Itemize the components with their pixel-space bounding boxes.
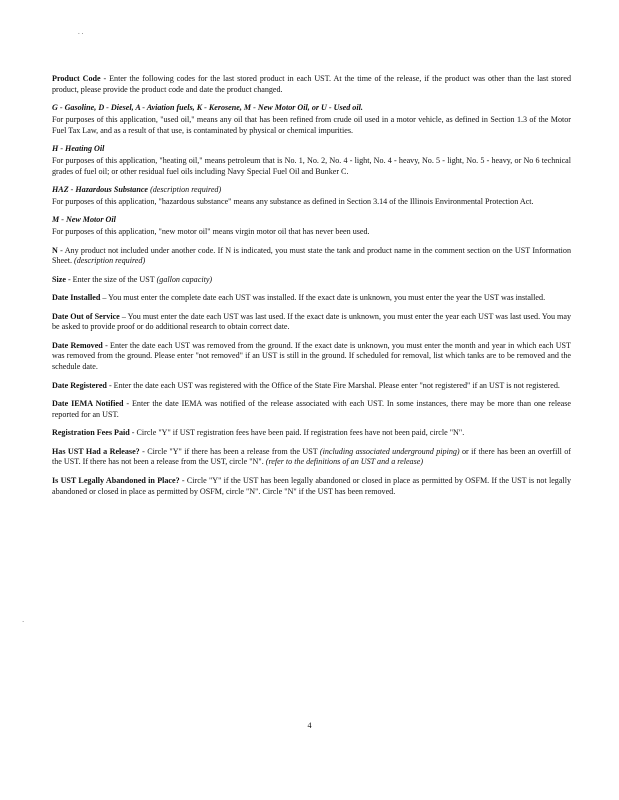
date-installed-section: [52, 293, 571, 304]
heating-oil-section: [52, 144, 571, 177]
date-registered-label: Date Registered: [52, 380, 107, 390]
gasoline-code-section: [52, 103, 571, 136]
heating-oil-text: For purposes of this application, "heating oil," means petroleum that is No. 1, No. 2, No. 4 - light, No. 4 - heavy, No. 5 - light, No. 5 - heavy, or No 6 technical grades of fuel oil; or other residual fuel oils including Navy Special Fuel Oil and Bunker C.: [52, 155, 571, 176]
has-release-label: Has UST Had a Release?: [52, 446, 140, 456]
date-out-of-service-label: Date Out of Service: [52, 311, 120, 321]
abandoned-section: [52, 476, 571, 498]
size-note: (gallon capacity): [156, 274, 213, 284]
date-removed-label: Date Removed: [52, 340, 103, 350]
size-section: [52, 275, 571, 286]
date-iema-section: [52, 399, 571, 421]
heating-oil-heading: H - Heating Oil: [52, 144, 105, 154]
other-product-label: N: [52, 245, 58, 255]
date-registered-section: [52, 381, 571, 392]
has-release-text-a: - Circle "Y" if there has been a release from the UST: [139, 446, 320, 456]
has-release-note-a: (including associated underground piping): [319, 446, 460, 456]
product-code-label: Product Code: [52, 74, 101, 83]
size-text: - Enter the size of the UST: [65, 274, 157, 284]
stray-mark-left: `: [22, 620, 25, 628]
date-removed-section: [52, 341, 571, 373]
date-out-of-service-text: – You must enter the date each UST was last used. If the exact date is unknown, you must enter the year each UST was last used. You may be asked to provide proof or do additional research to obtain correct date.: [52, 311, 571, 332]
has-release-note-b: (refer to the definitions of an UST and a release): [265, 457, 424, 467]
date-installed-label: Date Installed: [52, 293, 101, 303]
date-registered-text: - Enter the date each UST was registered with the Office of the State Fire Marshal. Please enter "not registered" if an UST is not registered.: [106, 380, 560, 390]
document-body: [52, 74, 571, 497]
hazardous-substance-heading: HAZ - Hazardous Substance: [52, 185, 149, 195]
other-product-text: - Any product not included under another code. If N is indicated, you must state the tank and product name in the comment section on the UST Information Sheet.: [52, 245, 571, 266]
product-code-section: [52, 74, 571, 96]
abandoned-label: Is UST Legally Abandoned in Place?: [52, 475, 180, 485]
date-installed-text: – You must enter the complete date each UST was installed. If the exact date is unknown, you must enter the year the UST was installed.: [100, 293, 546, 303]
new-motor-oil-heading: M - New Motor Oil: [52, 215, 116, 225]
registration-fees-label: Registration Fees Paid: [52, 428, 130, 438]
product-code-text: - Enter the following codes for the last stored product in each UST. At the time of the release, if the product was other than the last stored product, please provide the product code and date the product changed.: [52, 74, 571, 94]
registration-fees-section: [52, 428, 571, 439]
new-motor-oil-text: For purposes of this application, "new motor oil" means virgin motor oil that has never been used.: [52, 227, 370, 237]
new-motor-oil-section: [52, 215, 571, 238]
size-label: Size: [52, 274, 66, 284]
date-out-of-service-section: [52, 312, 571, 334]
gasoline-code-heading: G - Gasoline, D - Diesel, A - Aviation fuels, K - Kerosene, M - New Motor Oil, or U - Used oil.: [52, 103, 363, 113]
abandoned-text: - Circle "Y" if the UST has been legally abandoned or closed in place as permitted by OSFM. If the UST is not legally abandoned or closed in place as permitted by OSFM, circle "N". Circle "N" if the UST has been removed.: [52, 475, 571, 496]
has-release-section: [52, 447, 571, 469]
date-iema-text: - Enter the date IEMA was notified of the release associated with each UST. In some instances, there may be more than one release reported for an UST.: [52, 399, 571, 419]
date-iema-label: Date IEMA Notified: [52, 399, 124, 409]
other-product-section: [52, 246, 571, 268]
hazardous-substance-note: (description required): [150, 185, 222, 195]
stray-marks-top: . .: [78, 28, 84, 36]
page-number: 4: [307, 721, 312, 730]
hazardous-substance-section: [52, 185, 571, 208]
has-release-text-b: or if there has been an overfill of the UST. If there has not been a release from the UST, circle "N".: [52, 446, 571, 467]
registration-fees-text: - Circle "Y" if UST registration fees have been paid. If registration fees have not been paid, circle "N".: [129, 428, 465, 438]
hazardous-substance-text: For purposes of this application, "hazardous substance" means any substance as defined in Section 3.14 of the Illinois Environmental Protection Act.: [52, 196, 534, 206]
other-product-note: (description required): [74, 256, 146, 266]
date-removed-text: - Enter the date each UST was removed from the ground. If the exact date is unknown, you must enter the month and year in which each UST was removed from the ground. Please enter "not removed" if an UST is still in the ground. If scheduled for removal, list which tanks are to be removed and the schedule date.: [52, 340, 571, 372]
gasoline-code-text: For purposes of this application, "used oil," means any oil that has been refined from crude oil used in a motor vehicle, as defined in Section 1.3 of the Motor Fuel Tax Law, and as a result of that use, is contaminated by physical or chemical impurities.: [52, 114, 571, 135]
